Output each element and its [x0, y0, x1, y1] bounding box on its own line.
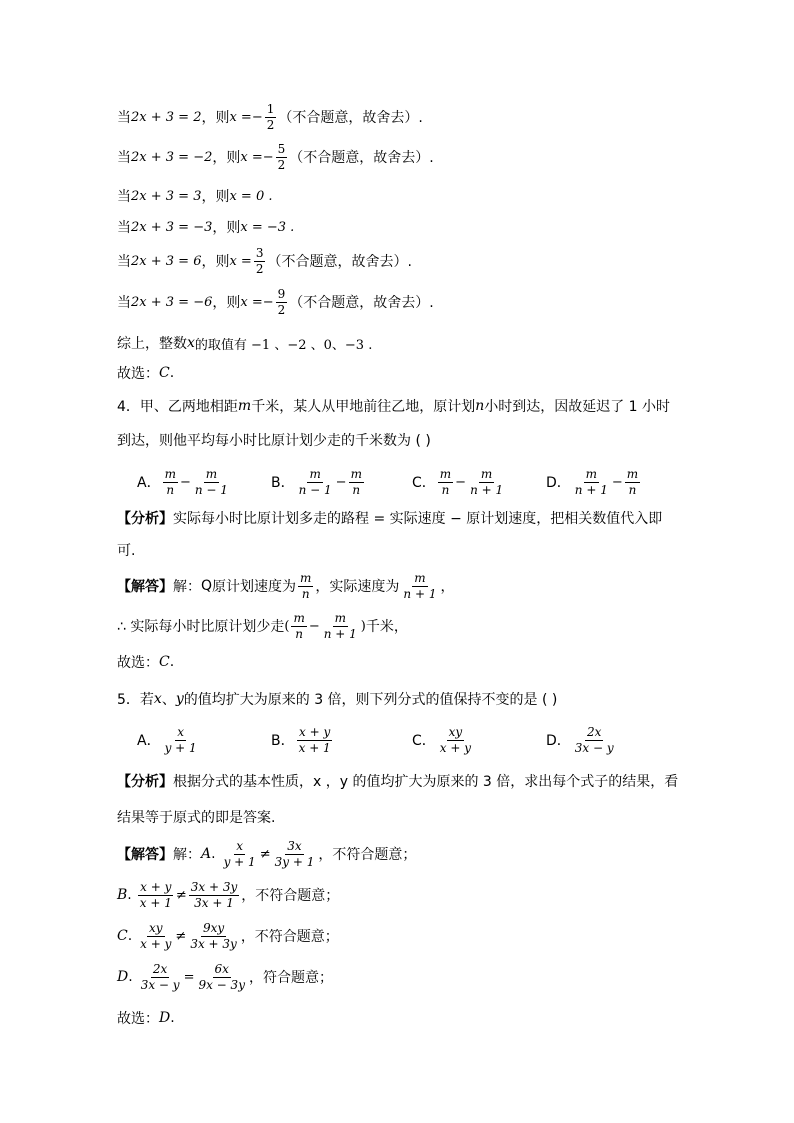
summary-line [117, 331, 734, 355]
case-cond: 当 [117, 150, 131, 166]
step-verdict: ，不符合题意； [318, 847, 417, 863]
case-lhs: x = [229, 109, 252, 125]
answer-end: . [169, 365, 175, 381]
q4-text: 千米，某人从甲地前往乙地，原计划 [251, 399, 476, 415]
step-relation: ≠ [175, 887, 187, 903]
case-result: x = 0 . [229, 188, 273, 204]
q5-text: 的值均扩大为原来的 3 倍，则下列分式的值保持不变的是 ( ) [183, 692, 558, 708]
option-operator: − [179, 474, 191, 490]
answer-value: C [159, 654, 170, 670]
case-line-4 [117, 215, 734, 239]
case-line-2 [117, 142, 734, 172]
case-eq: 2x + 3 = −6 [131, 294, 213, 310]
case-result: x = −3 . [240, 219, 295, 235]
option-fraction: $\frac{m}{n}$ [439, 466, 452, 497]
step-letter: C [117, 928, 128, 944]
solution-text: 解： [173, 847, 201, 863]
option-label: B． [271, 733, 295, 749]
case-lhs: x = [240, 294, 263, 310]
case-cond: 当 [117, 295, 131, 311]
answer-value: D [159, 1010, 171, 1026]
case-line-5 [117, 246, 734, 276]
step-right-fraction: $\frac{3x + 3y}{3x + 1}$ [190, 879, 238, 910]
q5-option-b[interactable] [271, 722, 335, 758]
step-left-fraction: $\frac{x + y}{x + 1}$ [139, 879, 172, 910]
case-then: ，则 [201, 110, 230, 126]
q4-var-m: m [237, 398, 252, 414]
solution-text: ∴ 实际每小时比原计划少走 [117, 619, 285, 635]
summary-values: 的取值有 −1 、−2 、0、−3 . [194, 337, 373, 353]
solution-tag: 【解答】 [117, 847, 173, 863]
option-operator: − [455, 474, 467, 490]
q5-answer-line [117, 1006, 734, 1030]
case-then: ，则 [212, 150, 241, 166]
step-verdict: ，符合题意； [248, 970, 333, 986]
solution-text: 原计划速度为 [212, 579, 297, 595]
case-eq: 2x + 3 = −3 [131, 219, 213, 235]
solution-text: ，实际速度为 [315, 579, 400, 595]
q4-solution-line-1 [117, 568, 734, 604]
case-then: ，则 [201, 254, 230, 270]
case-fraction: $\frac{3}{2}$ [255, 245, 264, 276]
q5-analysis-line-1 [117, 769, 734, 793]
case-line-6 [117, 287, 734, 317]
option-fraction: $\frac{m}{n - 1}$ [194, 466, 228, 497]
case-cond: 当 [117, 110, 131, 126]
solution-text: 解： [173, 579, 201, 595]
q5-options [0, 722, 794, 758]
case-line-1 [117, 102, 734, 132]
case-then: ，则 [201, 189, 230, 205]
analysis-text: 可. [117, 543, 136, 559]
step-verdict: ，不符合题意； [241, 888, 340, 904]
q4-text: 小时到达，因故延迟了 1 小时 [484, 399, 671, 415]
case-line-3 [117, 184, 734, 208]
step-relation: = [183, 969, 195, 985]
case-note: （不合题意，故舍去）. [267, 254, 412, 270]
q5-option-c[interactable] [412, 722, 475, 758]
step-left-fraction: $\frac{2x}{3x - y}$ [140, 961, 180, 992]
q4-analysis-line-2 [117, 538, 734, 562]
step-right-fraction: $\frac{6x}{9x - 3y}$ [198, 961, 245, 992]
step-right-fraction: $\frac{9xy}{3x + 3y}$ [190, 920, 237, 951]
case-then: ，则 [212, 220, 241, 236]
step-letter: A [201, 846, 212, 862]
case-note: （不合题意，故舍去）. [289, 150, 434, 166]
solution-text: 千米， [365, 619, 408, 635]
case-eq: 2x + 3 = 3 [131, 188, 202, 204]
option-fraction: $\frac{m}{n + 1}$ [574, 466, 608, 497]
case-note: （不合题意，故舍去）. [289, 295, 434, 311]
option-label: C． [412, 475, 436, 491]
option-operator: − [611, 474, 623, 490]
step-letter: B [117, 887, 128, 903]
q4-options [0, 464, 794, 500]
answer-end: . [170, 1010, 175, 1026]
step-letter: D [117, 969, 129, 985]
option-label: D． [546, 733, 571, 749]
answer-line-3 [117, 361, 734, 385]
case-note: （不合题意，故舍去）. [278, 110, 423, 126]
step-left-fraction: $\frac{x}{y + 1}$ [223, 838, 256, 869]
q5-analysis-line-2 [117, 805, 734, 829]
case-sign: − [251, 109, 263, 125]
q4-analysis-line-1 [117, 506, 734, 530]
option-fraction: $\frac{2x}{3x - y}$ [574, 724, 614, 755]
solution-text: ， [440, 579, 455, 595]
analysis-tag: 【分析】 [117, 774, 173, 790]
q4-solution-line-2: ∴ 实际每小时比原计划少走 ( $\frac{m}{n}$ − $\frac{m}{n + 1}$ ) 千米， [117, 610, 408, 641]
option-label: A． [137, 475, 161, 491]
option-fraction: $\frac{xy}{x + y}$ [439, 724, 472, 755]
q4-var-n: n [475, 398, 485, 414]
step-dot: . [127, 887, 132, 903]
case-fraction: $\frac{9}{2}$ [277, 286, 286, 317]
case-lhs: x = [229, 253, 252, 269]
option-fraction: $\frac{m}{n + 1}$ [470, 466, 504, 497]
case-then: ，则 [212, 295, 241, 311]
q5-solution-step-b [117, 877, 734, 913]
option-label: C． [412, 733, 436, 749]
option-operator: − [335, 474, 347, 490]
answer-end: . [169, 654, 175, 670]
step-left-fraction: $\frac{xy}{x + y}$ [140, 920, 172, 951]
case-fraction: $\frac{1}{2}$ [266, 101, 275, 132]
analysis-tag: 【分析】 [117, 511, 173, 527]
answer-label: 故选： [117, 655, 159, 671]
step-relation: ≠ [175, 928, 187, 944]
case-eq: 2x + 3 = −2 [131, 149, 213, 165]
solution-fraction: $\frac{m}{n}$ [300, 570, 312, 601]
step-dot: . [128, 969, 133, 985]
answer-label: 故选： [117, 366, 159, 382]
solution-fraction: $\frac{m}{n + 1}$ [323, 610, 357, 641]
option-fraction: $\frac{m}{n}$ [164, 466, 176, 497]
case-sign: − [262, 149, 274, 165]
option-label: B． [271, 475, 295, 491]
step-dot: . [211, 846, 216, 862]
because-symbol: Q [201, 578, 213, 594]
q4-option-b[interactable] [271, 464, 366, 500]
case-sign: − [262, 294, 274, 310]
q4-option-a[interactable] [137, 464, 232, 500]
q5-text: 5．若 [117, 692, 154, 708]
option-fraction: $\frac{x + y}{x + 1}$ [298, 724, 331, 755]
step-verdict: ，不符合题意； [240, 929, 339, 945]
analysis-text: 实际每小时比原计划多走的路程 = 实际速度 − 原计划速度，把相关数值代入即 [173, 511, 663, 527]
answer-value: C [159, 365, 170, 381]
analysis-text: 结果等于原式的即是答案. [117, 810, 276, 826]
step-relation: ≠ [259, 846, 271, 862]
case-cond: 当 [117, 254, 131, 270]
q4-text: 到达，则他平均每小时比原计划少走的千米数为 ( ) [117, 433, 431, 449]
answer-label: 故选： [117, 1011, 159, 1027]
q4-option-d[interactable] [546, 464, 642, 500]
summary-text: 综上，整数 [117, 336, 187, 352]
q5-solution-step-a [117, 836, 734, 872]
option-fraction: $\frac{m}{n - 1}$ [298, 466, 332, 497]
solution-fraction: $\frac{m}{n}$ [293, 610, 305, 641]
solution-tag: 【解答】 [117, 579, 173, 595]
case-eq: 2x + 3 = 2 [131, 109, 202, 125]
q5-stem-line [117, 687, 734, 711]
step-dot: . [127, 928, 133, 944]
q5-solution-step-d [117, 959, 734, 995]
solution-fraction: $\frac{m}{n + 1}$ [403, 570, 437, 601]
case-cond: 当 [117, 189, 131, 205]
option-label: A． [137, 733, 161, 749]
option-label: D． [546, 475, 571, 491]
q4-answer-line [117, 650, 734, 674]
q5-solution-step-c [117, 918, 734, 954]
q5-var-x: x [153, 691, 162, 707]
q5-option-d[interactable] [546, 722, 618, 758]
q4-option-c[interactable] [412, 464, 507, 500]
q5-text: 、 [161, 692, 176, 708]
summary-var: x [187, 335, 195, 351]
q4-text: 4．甲、乙两地相距 [117, 399, 238, 415]
step-right-fraction: $\frac{3x}{3y + 1}$ [274, 838, 315, 869]
case-cond: 当 [117, 220, 131, 236]
q5-option-a[interactable] [137, 722, 201, 758]
analysis-text: 根据分式的基本性质，x ，y 的值均扩大为原来的 3 倍，求出每个式子的结果，看 [173, 774, 679, 790]
option-fraction: $\frac{m}{n}$ [350, 466, 362, 497]
q4-stem-line-2 [117, 428, 734, 452]
q4-stem-line-1 [117, 394, 734, 418]
option-fraction: $\frac{m}{n}$ [626, 466, 639, 497]
case-fraction: $\frac{5}{2}$ [277, 141, 286, 172]
case-lhs: x = [240, 149, 263, 165]
option-fraction: $\frac{x}{y + 1}$ [164, 724, 197, 755]
case-eq: 2x + 3 = 6 [131, 253, 202, 269]
q5-var-y: y [175, 691, 184, 707]
